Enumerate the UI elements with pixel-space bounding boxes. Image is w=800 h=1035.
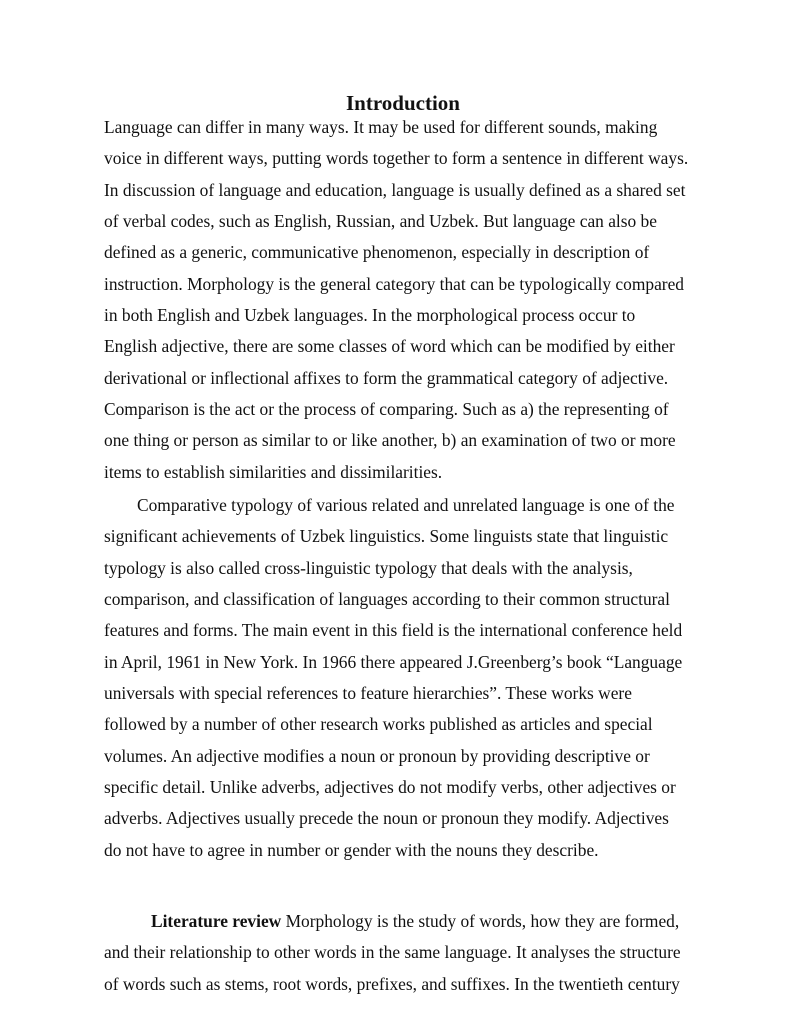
text-line: of verbal codes, such as English, Russian, and Uzbek. But language can also be — [104, 211, 657, 232]
text-line: significant achievements of Uzbek linguistics. Some linguists state that linguistic — [104, 526, 669, 547]
text-line: followed by a number of other research works published as articles and special — [104, 714, 653, 735]
text-line: specific detail. Unlike adverbs, adjectives do not modify verbs, other adjectives or — [104, 777, 676, 798]
text-line: volumes. An adjective modifies a noun or pronoun by providing descriptive or — [104, 745, 650, 766]
text-line: of words such as stems, root words, prefixes, and suffixes. In the twentieth century — [104, 973, 680, 994]
text-line: in April, 1961 in New York. In 1966 there appeared J.Greenberg’s book “Language — [104, 651, 683, 672]
text-line: comparison, and classification of languages according to their common structural — [104, 589, 670, 610]
text-run: Morphology is the study of words, how they are formed, — [281, 911, 680, 931]
text-line: Comparison is the act or the process of comparing. Such as a) the representing of — [104, 399, 669, 420]
text-line: and their relationship to other words in the same language. It analyses the structure — [104, 942, 681, 963]
text-line: voice in different ways, putting words together to form a sentence in different ways. — [104, 148, 689, 169]
text-line: In discussion of language and education, language is usually defined as a shared set — [104, 179, 686, 200]
text-line: in both English and Uzbek languages. In the morphological process occur to — [104, 305, 636, 326]
text-line: derivational or inflectional affixes to form the grammatical category of adjective. — [104, 367, 669, 388]
text-line: Comparative typology of various related and unrelated language is one of the — [137, 495, 675, 515]
text-line: do not have to agree in number or gender with the nouns they describe. — [104, 839, 599, 860]
literature-review-paragraph — [104, 906, 724, 1000]
text-line: Language can differ in many ways. It may be used for different sounds, making — [104, 117, 658, 137]
text-line: features and forms. The main event in this field is the international conference held — [104, 620, 683, 641]
text-line: typology is also called cross-linguistic typology that deals with the analysis, — [104, 557, 633, 578]
text-line: English adjective, there are some classes of word which can be modified by either — [104, 336, 675, 357]
page-title: Introduction — [346, 91, 460, 115]
text-line — [104, 906, 724, 937]
text-line: defined as a generic, communicative phenomenon, especially in description of — [104, 242, 650, 263]
text-line: instruction. Morphology is the general category that can be typologically compared — [104, 273, 684, 294]
text-line: adverbs. Adjectives usually precede the noun or pronoun they modify. Adjectives — [104, 808, 669, 829]
text-line: items to establish similarities and dissimilarities. — [104, 461, 443, 482]
introduction-paragraph-1 — [104, 112, 724, 488]
text-line: one thing or person as similar to or like another, b) an examination of two or more — [104, 430, 676, 451]
text-line: universals with special references to feature hierarchies”. These works were — [104, 683, 632, 704]
section-heading: Literature review — [151, 911, 282, 931]
introduction-paragraph-2 — [104, 490, 724, 866]
